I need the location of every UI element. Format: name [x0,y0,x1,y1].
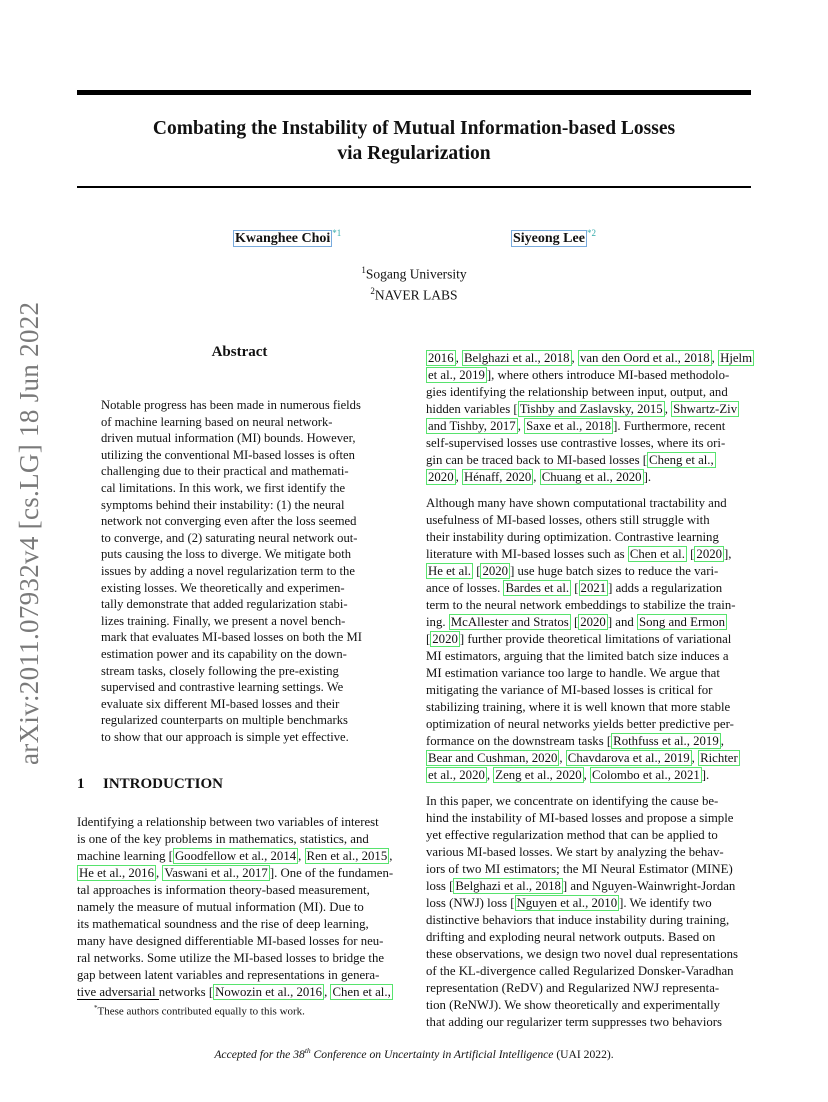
intro-right-p2-line: their instability during optimization. Contrastive learning [426,530,719,544]
affiliation-2-mark: 2 [370,285,375,296]
abstract-line: evaluate six different MI-based losses and their [101,696,340,711]
citation-link[interactable]: Nowozin et al., 2016 [215,985,323,999]
abstract-line: challenging due to their practical and mathemati- [101,464,349,479]
affiliation-1-name: Sogang University [365,266,467,282]
citation-link[interactable]: Hénaff, 2020 [464,470,532,484]
citation-link[interactable]: Song and Ermon [638,615,725,629]
intro-left-line: ral networks. Some utilize the MI-based losses to bridge the [77,951,385,965]
abstract-heading: Abstract [211,344,268,360]
intro-right-p2-line: formance on the downstream tasks [ Rothfuss et al., 2019 , [426,734,724,748]
citation-link[interactable]: Chavdarova et al., 2019 [567,751,690,765]
abstract-line: of machine learning based on neural network- [101,414,333,429]
affiliation-1-mark: 1 [361,265,366,275]
citation-link[interactable]: Ren et al., 2015 [306,849,388,863]
abstract-line: tally demonstrate that added regularization stabi- [101,597,348,612]
intro-left-line: is one of the key problems in mathematics, statistics, and [77,832,369,846]
citation-link[interactable]: van den Oord et al., 2018 [579,351,710,365]
intro-right-p2-line: Although many have shown computational tractability and [426,496,727,510]
paper-title [77,116,751,166]
author-1-mark[interactable]: *1 [332,228,342,238]
abstract-line: puts causing the loss to diverge. We mitigate both [101,547,352,562]
intro-left-line: gap between latent variables and representations in genera- [77,968,380,982]
citation-link[interactable]: Zeng et al., 2020 [495,768,582,782]
intro-right-p2-line: literature with MI-based losses such as Chen et al. [ 2020 ], [426,547,732,561]
citation-link[interactable]: 2020 [432,632,458,646]
intro-right-p3-line: these observations, we design two novel dual representations [426,947,739,961]
intro-left-line: many have designed differentiable MI-based losses for neu- [77,934,384,948]
author-2-mark[interactable]: *2 [586,228,596,238]
intro-right-p2-line: ance of losses. Bardes et al. [ 2021 ] adds a regularization [426,581,723,595]
abstract-line: symptoms behind their instability: (1) the neural [101,497,345,512]
intro-right-p1-line: gies identifying the relationship between input, output, and [426,385,728,399]
intro-right-p1-line: 2020 , Hénaff, 2020 , Chuang et al., 2020 ]. [428,470,652,484]
abstract-line: estimation power and its capability on the down- [101,646,347,661]
citation-link[interactable]: 2016 [428,351,454,365]
citation-link[interactable]: Richter [700,751,738,765]
abstract-line: driven mutual information (MI) bounds. However, [101,431,356,446]
intro-right-p1-line: self-supervised losses use contrastive losses, where its ori- [426,436,726,450]
abstract-line: to converge, and (2) saturating neural network out- [101,530,358,545]
abstract-line: lizes training. Finally, we present a novel bench- [101,613,346,628]
footer-post: Conference on Uncertainty in Artificial Intelligence [310,1047,554,1061]
author-2-name[interactable]: Siyeong Lee [513,230,585,246]
intro-right-p1-line: et al., 2019 ], where others introduce MI-based methodolo- [428,368,730,382]
top-rule [77,90,751,95]
citation-link[interactable]: Goodfellow et al., 2014 [174,849,297,863]
intro-right-p2-line: [ 2020 ] further provide theoretical limitations of variational [426,632,732,646]
affiliation-2-name: NAVER LABS [374,287,458,302]
author-1-name[interactable]: Kwanghee Choi [235,230,331,246]
citation-link[interactable]: 2020 [428,470,454,484]
intro-right-p3-line: distinctive behaviors that induce instability during training, [426,913,730,927]
abstract-line: to show that our approach is simple yet effective. [101,729,349,744]
footer-tail: (UAI 2022). [553,1047,614,1061]
footer-sup: th [304,1046,311,1055]
footnote [94,1004,305,1018]
footnote-mark: * [94,1004,98,1012]
intro-left-line: machine learning [ Goodfellow et al., 2014 , Ren et al., 2015 , [77,849,393,863]
intro-left-line: tive adversarial networks [ Nowozin et al., 2016 , Chen et al., [77,985,391,999]
intro-right-column [426,350,752,1031]
intro-right-p2-line: He et al. [ 2020 ] use huge batch sizes to reduce the vari- [428,564,719,578]
citation-link[interactable]: Belghazi et al., 2018 [464,351,570,365]
intro-right-p3-line: drifting and exploding neural network outputs. Based on [426,930,716,944]
abstract-line: supervised and contrastive learning settings. We [101,680,344,695]
intro-right-p3-line: of the KL-divergence called Regularized Donsker-Varadhan [426,964,734,978]
citation-link[interactable]: He et al., 2016 [79,866,154,880]
citation-link[interactable]: Bear and Cushman, 2020 [428,751,558,765]
intro-left-line: tal approaches is information theory-based measurement, [77,883,370,897]
affiliation-1 [77,262,751,283]
intro-right-p3-line: yet effective regularization method that can be applied to [426,828,718,842]
abstract-line: mark that evaluates MI-based losses on both the MI [101,630,362,645]
paragraph-gap [426,486,752,495]
intro-right-p1-line: 2016 , Belghazi et al., 2018 , van den Oord et al., 2018 , Hjelm [428,351,753,365]
intro-right-p2-line: usefulness of MI-based losses, others still struggle with [426,513,710,527]
citation-link[interactable]: Tishby and Zaslavsky, 2015 [519,402,663,416]
intro-right-p3-line: various MI-based losses. We start by analyzing the behav- [426,845,724,859]
paragraph-gap [426,784,752,793]
intro-right-p1-line: gin can be traced back to MI-based losses [ Cheng et al., [426,453,714,467]
citation-link[interactable]: Hjelm [720,351,753,365]
citation-link[interactable]: Chen et al. [629,547,685,561]
footer-venue [214,1048,553,1061]
citation-link[interactable]: 2021 [580,581,607,595]
affiliation-2 [77,283,751,304]
citation-link[interactable]: Shwartz-Ziv [673,402,738,416]
abstract-line: existing losses. We theoretically and experimen- [101,580,345,595]
intro-right-p2-line: term to the neural network embeddings to stabilize the train- [426,598,736,612]
title-rule [77,186,751,188]
intro-left-line: Identifying a relationship between two variables of interest [77,815,379,829]
intro-right-p2-line: MI estimation variance too large to handle. We argue that [426,666,720,680]
title-line-1: Combating the Instability of Mutual Information-based Losses [152,118,676,139]
footer-pre: Accepted for the 38 [214,1047,305,1061]
abstract-line: issues by adding a novel regularization term to the [101,563,355,578]
citation-link[interactable]: et al., 2020 [428,768,485,782]
title-line-2: via Regularization [337,143,491,164]
intro-right-p3-line: representation (ReDV) and Regularized NWJ representa- [426,981,720,995]
abstract-line: cal limitations. In this work, we first identify the [101,480,346,495]
intro-left-line: its mathematical soundness and the rise of deep learning, [77,917,369,931]
author-1[interactable] [233,228,341,247]
citation-link[interactable]: McAllester and Stratos [450,615,569,629]
intro-right-p3-line: that adding our regularizer term suppresses two behaviors [426,1015,723,1029]
intro-right-p1-line: and Tishby, 2017 , Saxe et al., 2018 ]. Furthermore, recent [428,419,726,433]
intro-right-p2-line: MI estimators, arguing that the limited batch size induces a [426,649,729,663]
citation-link[interactable]: Saxe et al., 2018 [526,419,612,433]
citation-link[interactable]: He et al. [428,564,471,578]
section-title: INTRODUCTION [103,776,224,792]
intro-right-p1-line: hidden variables [ Tishby and Zaslavsky, 2015 , Shwartz-Ziv [426,402,738,416]
affiliations [77,262,751,303]
citation-link[interactable]: Bardes et al. [505,581,570,595]
intro-right-p2-line: et al., 2020 , Zeng et al., 2020 , Colombo et al., 2021 ]. [428,768,710,782]
intro-right-p3-line: In this paper, we concentrate on identifying the cause be- [426,794,719,808]
intro-right-p2-line: stabilizing training, where it is well known that more stable [426,700,731,714]
arxiv-stamp[interactable]: arXiv:2011.07932v4 [cs.LG] 18 Jun 2022 [14,301,44,765]
abstract-body [101,397,378,745]
intro-right-p2-line: Bear and Cushman, 2020 , Chavdarova et al., 2019 , Richter [428,751,738,765]
intro-right-p3-line: tion (ReNWJ). We show theoretically and experimentally [426,998,721,1012]
citation-link[interactable]: Vaswani et al., 2017 [164,866,268,880]
section-number: 1 [77,776,85,792]
intro-right-p2-line: mitigating the variance of MI-based losses is critical for [426,683,713,697]
citation-link[interactable]: 2020 [482,564,509,578]
citation-link[interactable]: Chen et al., [332,985,391,999]
abstract-line: utilizing the conventional MI-based losses is often [101,447,355,462]
author-2[interactable] [511,228,596,247]
intro-left-column [77,814,403,1001]
abstract-line: Notable progress has been made in numerous fields [101,398,361,412]
citation-link[interactable]: Chuang et al., 2020 [541,470,642,484]
citation-link[interactable]: Colombo et al., 2021 [592,768,700,782]
intro-right-p2-line: optimization of neural networks yields better predictive per- [426,717,734,731]
citation-link[interactable]: and Tishby, 2017 [428,419,516,433]
citation-link[interactable]: Rothfuss et al., 2019 [613,734,719,748]
intro-left-line: namely the measure of mutual information (MI). Due to [77,900,364,914]
abstract-line: network not converging even after the loss seemed [101,514,357,529]
intro-right-p3-line: loss (NWJ) loss [ Nguyen et al., 2010 ]. We identify two [426,896,712,910]
abstract-line: regularized counterparts on multiple benchmarks [101,713,348,728]
section-heading [77,776,223,793]
citation-link[interactable]: et al., 2019 [428,368,485,382]
citation-link[interactable]: 2020 [580,615,606,629]
citation-link[interactable]: Cheng et al., [649,453,714,467]
footnote-text: These authors contributed equally to this work. [97,1005,305,1018]
intro-right-p3-line: loss [ Belghazi et al., 2018 ] and Nguyen-Wainwright-Jordan [426,879,736,893]
citation-link[interactable]: Nguyen et al., 2010 [516,896,618,910]
intro-right-p2-line: ing. McAllester and Stratos [ 2020 ] and Song and Ermon [426,615,725,629]
intro-right-p3-line: hind the instability of MI-based losses and propose a simple [426,811,734,825]
citation-link[interactable]: Belghazi et al., 2018 [455,879,561,893]
intro-left-line: He et al., 2016 , Vaswani et al., 2017 ]. One of the fundamen- [79,866,394,880]
citation-link[interactable]: 2020 [696,547,723,561]
abstract-line: stream tasks, closely following the pre-existing [101,663,339,678]
venue-footer [77,1046,751,1061]
intro-right-p3-line: iors of two MI estimators; the MI Neural Estimator (MINE) [426,862,733,876]
footnote-rule [77,999,159,1000]
